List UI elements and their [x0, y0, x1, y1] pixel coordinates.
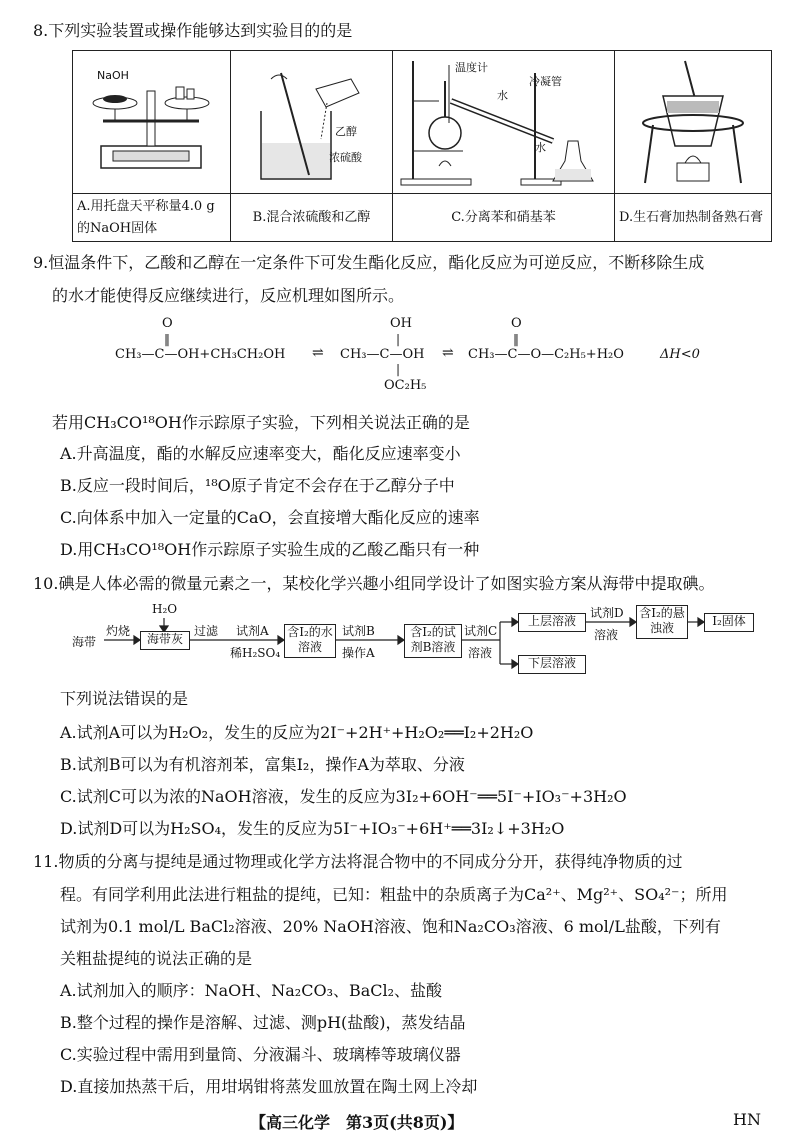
distillation-illustration	[393, 51, 613, 191]
q8-apparatus-table	[72, 50, 772, 242]
option-a-cell	[73, 51, 231, 241]
conc-acid-label: 浓硫酸	[329, 151, 362, 164]
flow-reagent-c: 试剂C	[464, 624, 498, 638]
q11-option-a: A.试剂加入的顺序：NaOH、Na₂CO₃、BaCl₂、盐酸	[60, 981, 443, 1000]
q9-stem-line1: 9.恒温条件下，乙酸和乙醇在一定条件下可发生酯化反应，酯化反应为可逆反应，不断移除生成	[33, 253, 705, 272]
q10-option-b: B.试剂B可以为有机溶剂苯，富集I₂，操作A为萃取、分液	[60, 755, 465, 774]
esterification-equation: O ‖ OH | O ‖ CH₃—C—OH+CH₃CH₂OH ⇌ CH₃—C—OH ⇌ CH₃—C—O—C₂H₅+H₂O ΔH<0 | OC₂H₅	[115, 316, 700, 393]
q11-stem-line3: 试剂为0.1 mol/L BaCl₂溶液、20% NaOH溶液、饱和Na₂CO₃溶液、6 mol/L盐酸，下列有	[60, 917, 721, 936]
option-b-caption: B.混合浓硫酸和乙醇	[252, 209, 371, 225]
q9-option-b: B.反应一段时间后，¹⁸O原子肯定不会存在于乙醇分子中	[60, 476, 455, 495]
ethoxy-group: OC₂H₅	[384, 378, 427, 393]
q9-stem-line2: 的水才能使得反应继续进行，反应机理如图所示。	[52, 286, 405, 305]
option-a-caption: A.用托盘天平称量4.0 g的NaOH固体	[77, 198, 215, 236]
flow-solution-2: 溶液	[594, 628, 619, 642]
flow-box-iodine-solid: I₂固体	[704, 613, 754, 632]
naoh-label: NaOH	[97, 69, 129, 82]
q9-option-d: D.用CH₃CO¹⁸OH作示踪原子实验生成的乙酸乙酯只有一种	[60, 540, 480, 559]
q11-option-b: B.整个过程的操作是溶解、过滤、测pH(盐酸)，蒸发结晶	[60, 1013, 466, 1032]
water-out-label: 水	[535, 141, 546, 154]
option-d-caption: D.生石膏加热制备熟石膏	[619, 209, 764, 225]
flow-solution: 溶液	[468, 646, 493, 660]
flow-box-suspension: 含I₂的悬浊液	[636, 605, 688, 639]
q10-option-c: C.试剂C可以为浓的NaOH溶液，发生的反应为3I₂+6OH⁻══5I⁻+IO₃⁻+3H₂O	[60, 787, 627, 806]
q9-intro: 若用CH₃CO¹⁸OH作示踪原子实验，下列相关说法正确的是	[52, 413, 470, 432]
q11-option-d: D.直接加热蒸干后，用坩埚钳将蒸发皿放置在陶土网上冷却	[60, 1077, 478, 1096]
flow-box-aqueous-iodine: 含I₂的水溶液	[284, 624, 336, 658]
iodine-extraction-flowchart	[0, 598, 800, 678]
equilibrium-arrow-1: ⇌	[312, 345, 324, 361]
ethanol-label: 乙醇	[335, 125, 357, 138]
flow-reagent-b: 试剂B	[342, 624, 375, 638]
q8-stem: 8.下列实验装置或操作能够达到实验目的的是	[33, 21, 353, 40]
q10-option-d: D.试剂D可以为H₂SO₄，发生的反应为5I⁻+IO₃⁻+6H⁺══3I₂↓+3H₂O	[60, 819, 565, 838]
q10-option-a: A.试剂A可以为H₂O₂，发生的反应为2I⁻+2H⁺+H₂O₂══I₂+2H₂O	[60, 723, 534, 742]
q11-stem-line1: 11.物质的分离与提纯是通过物理或化学方法将混合物中的不同成分分开，获得纯净物质的过	[33, 852, 683, 871]
flow-reagent-a: 试剂A	[236, 624, 269, 638]
option-d-cell	[615, 51, 771, 241]
flow-seaweed: 海带	[72, 635, 97, 649]
products: CH₃—C—O—C₂H₅+H₂O	[468, 347, 624, 362]
footer-page-info: 【高三化学 第3页(共8页)】	[250, 1113, 464, 1132]
water-in-label: 水	[497, 89, 508, 102]
carbonyl-o-1: O	[162, 316, 173, 331]
flow-dilute-acid: 稀H₂SO₄	[230, 646, 281, 660]
q10-stem: 10.碘是人体必需的微量元素之一，某校化学兴趣小组同学设计了如图实验方案从海带中提取碘。	[33, 574, 715, 593]
q11-option-c: C.实验过程中需用到量筒、分液漏斗、玻璃棒等玻璃仪器	[60, 1045, 461, 1064]
flow-box-ash: 海带灰	[140, 631, 190, 650]
reactants: CH₃—C—OH+CH₃CH₂OH	[115, 347, 286, 362]
flow-box-upper-layer: 上层溶液	[518, 613, 586, 632]
q9-option-c: C.向体系中加入一定量的CaO，会直接增大酯化反应的速率	[60, 508, 480, 527]
enthalpy-change: ΔH<0	[660, 347, 700, 362]
beaker-mixing-illustration	[231, 51, 391, 191]
flow-water: H₂O	[152, 602, 178, 616]
option-c-cell	[393, 51, 615, 241]
flow-burn: 灼烧	[106, 624, 131, 638]
q10-intro: 下列说法错误的是	[60, 689, 189, 708]
footer-region-code: HN	[733, 1110, 761, 1129]
q11-stem-line2: 程。有同学利用此法进行粗盐的提纯，已知：粗盐中的杂质离子为Ca²⁺、Mg²⁺、SO₄²⁻；所用	[60, 885, 728, 904]
condenser-label: 冷凝管	[529, 75, 562, 88]
thermometer-label: 温度计	[455, 61, 488, 74]
flow-operation-a: 操作A	[342, 646, 375, 660]
intermediate: CH₃—C—OH	[340, 347, 425, 362]
option-b-cell	[231, 51, 393, 241]
option-c-caption: C.分离苯和硝基苯	[451, 209, 556, 225]
q11-stem-line4: 关粗盐提纯的说法正确的是	[60, 949, 253, 968]
hydroxy-top: OH	[390, 316, 412, 331]
flow-box-lower-layer: 下层溶液	[518, 655, 586, 674]
equilibrium-arrow-2: ⇌	[442, 345, 454, 361]
flow-filter: 过滤	[194, 624, 219, 638]
carbonyl-o-2: O	[511, 316, 522, 331]
flow-box-iodine-in-b: 含I₂的试剂B溶液	[404, 624, 462, 658]
q9-option-a: A.升高温度，酯的水解反应速率变大，酯化反应速率变小	[60, 444, 461, 463]
flow-reagent-d: 试剂D	[590, 606, 624, 620]
crucible-heating-illustration	[615, 51, 769, 191]
